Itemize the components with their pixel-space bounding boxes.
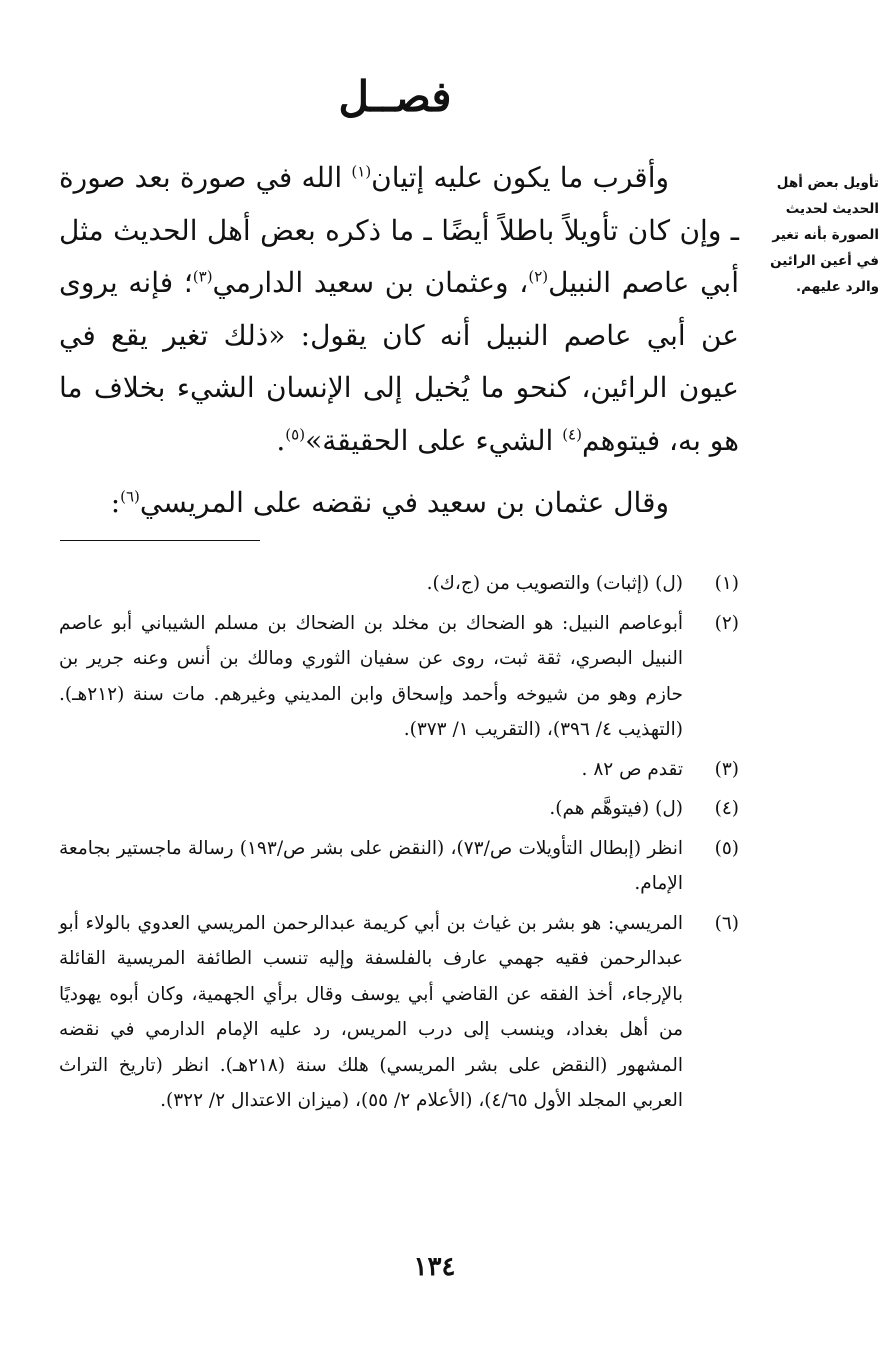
footnote-number: (٦) bbox=[714, 912, 739, 934]
footnote-text: انظر (إبطال التأويلات ص/٧٣)، (النقض على بشر ص/١٩٣) رسالة ماجستير بجامعة الإمام. bbox=[59, 837, 683, 894]
footnote-number: (١) bbox=[714, 573, 739, 594]
footnote-number: (٥) bbox=[714, 837, 739, 859]
footnote bbox=[59, 791, 739, 827]
text-run: وقال عثمان بن سعيد في نقضه على المريسي bbox=[139, 486, 669, 519]
main-text bbox=[59, 152, 739, 530]
paragraph bbox=[59, 152, 739, 467]
footnote bbox=[59, 606, 739, 748]
footnote-text: المريسي: هو بشر بن غياث بن أبي كريمة عبدالرحمن المريسي العدوي بالولاء أبو عبدالرحمن فقيه جهمي عارف بالفلسفة وإليه تنسب الطائفة المريسية القائلة بالإرجاء، أخذ الفقه عن القاضي أبي يوسف وقال برأي الجهمية، وكان أبوه يهوديًا من أهل بغداد، وينسب إلى درب المريس، رد عليه الإمام الدارمي في نقضه المشهور (النقض على بشر المريسي) هلك سنة (٢١٨هـ). انظر (تاريخ التراث العربي المجلد الأول ٤/٦٥)، (الأعلام ٢/ ٥٥)، (ميزان الاعتدال ٢/ ٣٢٢). bbox=[59, 912, 683, 1111]
footnote-ref: (٥) bbox=[285, 425, 306, 444]
footnote-text: (ل) (إثبات) والتصويب من (ج،ك). bbox=[426, 573, 683, 594]
text-run: . bbox=[276, 423, 286, 457]
footnote-text: أبوعاصم النبيل: هو الضحاك بن مخلد بن الضحاك بن مسلم الشيباني أبو عاصم النبيل البصري، ثقة ثبت، روى عن سفيان الثوري ومالك بن أنس وعنه جرير بن حازم وهو من شيوخه وأحمد وإسحاق وابن المديني وغيرهم. مات سنة (٢١٢هـ). (التهذيب ٤/ ٣٩٦)، (التقريب ١/ ٣٧٣). bbox=[59, 612, 683, 740]
footnote-text: (ل) (فيتوهَّم هم). bbox=[549, 798, 683, 819]
text-run: الله في صورة بعد صورة ـ وإن كان تأويلاً باطلاً أيضًا ـ ما ذكره بعض أهل الحديث مثل أبي عاصم النبيل bbox=[59, 161, 739, 299]
footnote-ref: (٢) bbox=[528, 267, 549, 286]
section-title: فصــل bbox=[338, 72, 452, 121]
footnote-ref: (٦) bbox=[120, 487, 140, 506]
page-number: ١٣٤ bbox=[413, 1252, 456, 1282]
footnote bbox=[59, 752, 739, 788]
footnote-number: (٣) bbox=[714, 758, 739, 780]
margin-note: تأويل بعض أهل الحديث لحديث الصورة بأنه تغير في أعين الرائين والرد عليهم. bbox=[770, 175, 879, 295]
footnote bbox=[59, 831, 739, 902]
text-run: الشيء على الحقيقة» bbox=[305, 423, 563, 457]
paragraph bbox=[59, 477, 739, 530]
footnote-ref: (١) bbox=[351, 162, 372, 181]
text-run: ؛ فإنه يروى عن أبي عاصم النبيل أنه كان يقول: «ذلك تغير يقع في عيون الرائين، كنحو ما يُخيل إلى الإنسان الشيء بخلاف ما هو به، فيتوهم bbox=[59, 266, 739, 457]
footnote-number: (٤) bbox=[714, 798, 739, 819]
footnote-separator bbox=[60, 540, 260, 541]
footnote-number: (٢) bbox=[714, 612, 739, 634]
footnote-text: تقدم ص ٨٢ . bbox=[581, 758, 683, 780]
footnote-ref: (٤) bbox=[562, 425, 582, 444]
footnotes bbox=[59, 566, 739, 1123]
text-run: ، وعثمان بن سعيد الدارمي bbox=[212, 266, 529, 299]
text-run: وأقرب ما يكون عليه إتيان bbox=[371, 161, 669, 194]
text-run: : bbox=[110, 486, 121, 519]
footnote bbox=[59, 906, 739, 1119]
footnote-ref: (٣) bbox=[192, 267, 213, 286]
footnote bbox=[59, 566, 739, 602]
